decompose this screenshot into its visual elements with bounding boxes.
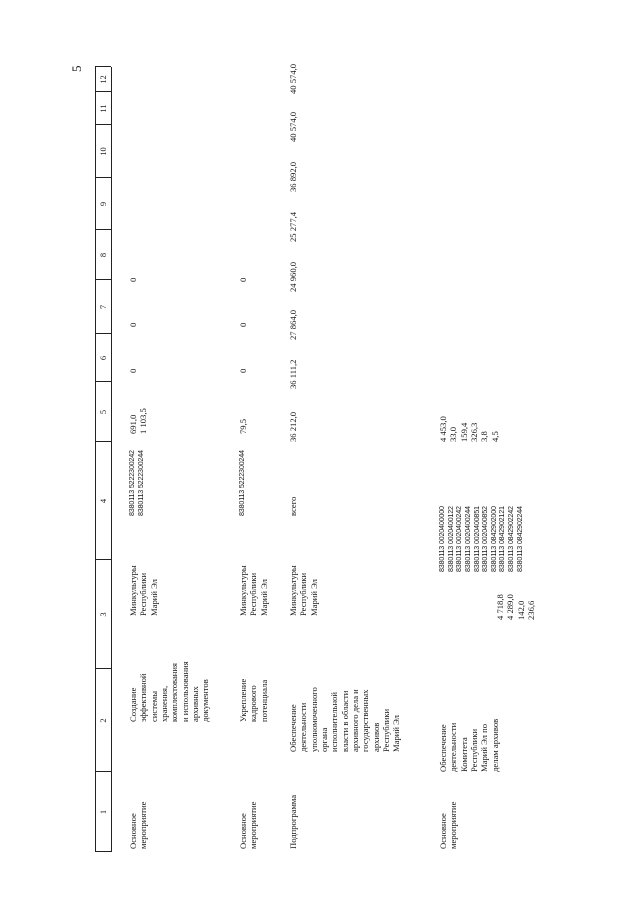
table-row-1-col2: Создание эффективной системы хранения, комплектования и использования архивных документов <box>128 661 211 722</box>
col-header-8: 8 <box>98 252 108 258</box>
table-row-1-col5: 691,0 1 103,5 <box>128 408 149 434</box>
table-row-4-col1: Основное мероприятие <box>438 801 459 849</box>
table-row-1-col4: 8380113 5222300242 8380113 5222300244 <box>127 450 145 516</box>
table-row-2-col2: Укрепление кадрового потенциала <box>238 678 269 722</box>
table-row-3-col1: Подпрограмма <box>288 794 298 849</box>
col-header-7: 7 <box>98 304 108 310</box>
col-header-12: 12 <box>98 75 108 84</box>
table-row-3-col12: 40 574,0 <box>288 63 298 94</box>
col-header-2: 2 <box>98 718 108 723</box>
table-row-3-col7: 27 864,0 <box>288 309 298 340</box>
table-row-3-col8: 24 960,0 <box>288 261 298 292</box>
col-header-9: 9 <box>98 201 108 207</box>
col-header-3: 3 <box>98 612 108 617</box>
table-row-1-col3: Минкультуры Республики Марий Эл <box>128 565 159 616</box>
col-header-4: 4 <box>98 498 108 504</box>
header-bottom-border <box>111 67 112 852</box>
page-number: 5 <box>69 65 84 72</box>
table-row-1-col7: 0 <box>128 322 138 327</box>
col-header-11: 11 <box>98 104 108 113</box>
table-row-4-col6: 4 718,8 4 289,0 142,0 236,6 <box>495 594 536 620</box>
table-row-3-col9: 25 277,4 <box>288 211 298 242</box>
table-row-2-col8: 0 <box>238 277 248 282</box>
table-row-2-col3: Минкультуры Республики Марий Эл <box>238 565 269 616</box>
table-row-3-col4: всего <box>288 496 298 516</box>
col-header-1: 1 <box>98 809 108 815</box>
table-row-1-col6: 0 <box>128 368 138 373</box>
table-row-2-col5: 79,5 <box>238 418 248 434</box>
col-header-5: 5 <box>98 409 108 415</box>
table-row-1-col1: Основное мероприятие <box>128 801 149 849</box>
table-row-3-col5: 36 212,0 <box>288 411 298 442</box>
table-row-3-col11: 40 574,0 <box>288 111 298 142</box>
col-header-6: 6 <box>98 355 108 361</box>
budget-table <box>95 63 555 852</box>
table-row-4-col2: Обеспечение деятельности Комитета Республики Марий Эл по делам архивов <box>438 718 500 772</box>
table-row-2-col6: 0 <box>238 368 248 373</box>
table-row-2-col1: Основное мероприятие <box>238 801 259 849</box>
table-row-3-col3: Минкультуры Республики Марий Эл <box>288 565 319 616</box>
table-row-3-col10: 36 892,0 <box>288 161 298 192</box>
table-row-2-col4: 8380113 5222300244 <box>237 450 246 516</box>
table-row-2-col7: 0 <box>238 322 248 327</box>
table-row-3-col2: Обеспечение деятельности уполномоченного органа исполнительной власти в области архивного дела и государственных архивов Республики Марий Эл <box>288 687 402 752</box>
table-row-4-col4: 8380113 0020400000 8380113 0020400122 8380113 0020400242 8380113 0020400244 8380113 0020400851 8380113 0020400852 8380113 0842902000 8380113 0842902121 8380113 0842902242 8380113 0842902244 <box>437 506 524 572</box>
col-header-10: 10 <box>98 147 108 156</box>
table-row-3-col6: 36 111,2 <box>288 359 298 389</box>
table-row-4-col5: 4 453,0 33,0 159,4 326,3 3,8 4,5 <box>438 416 500 442</box>
table-row-1-col8: 0 <box>128 277 138 282</box>
